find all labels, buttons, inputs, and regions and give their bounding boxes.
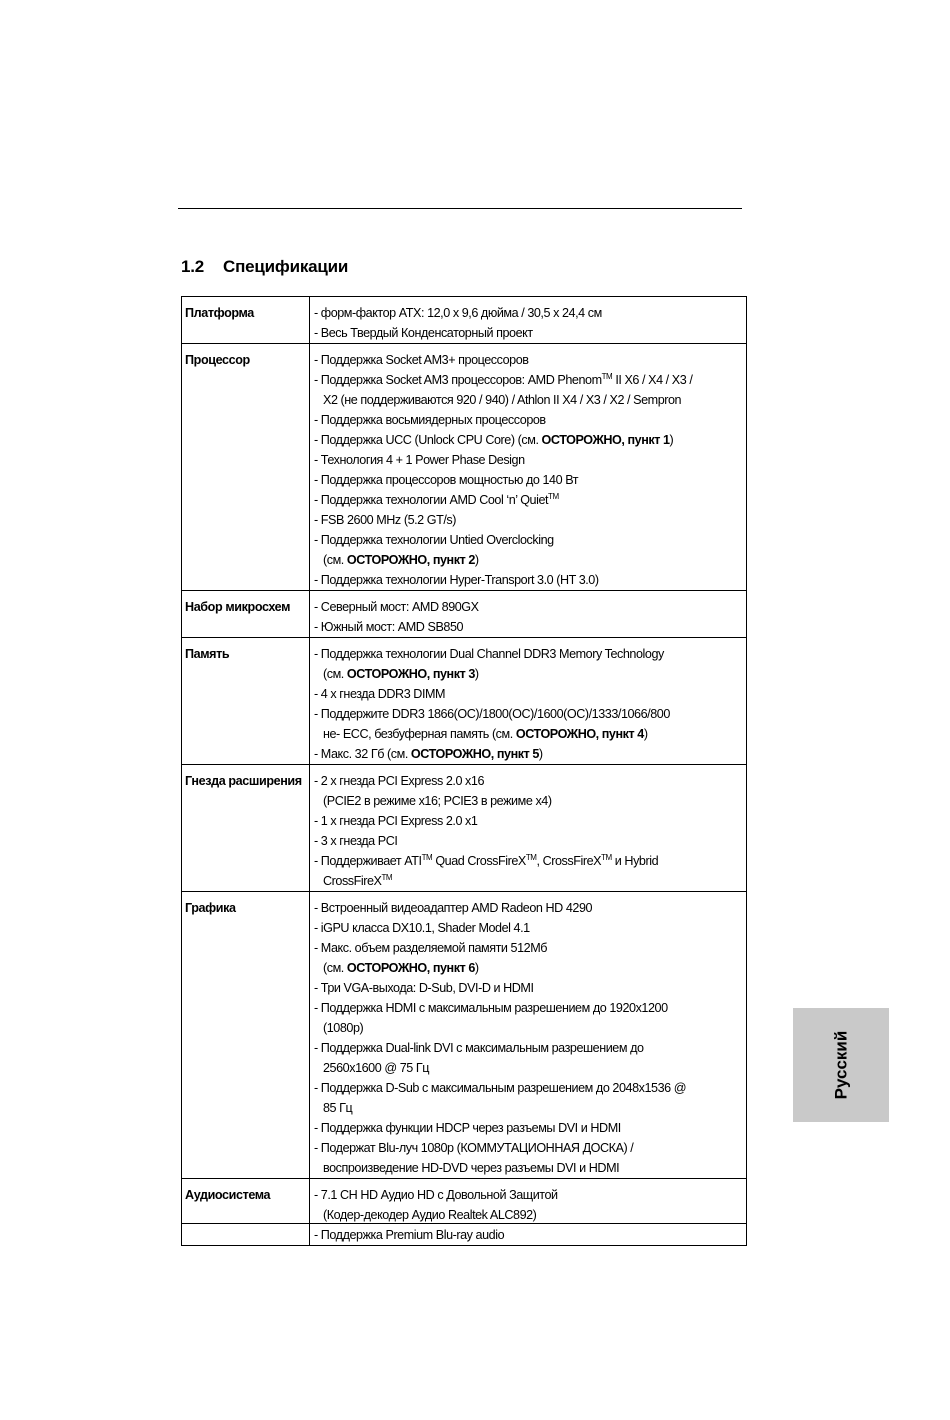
spec-line-text: - Макс. объем разделяемой памяти 512Мб <box>314 941 547 955</box>
spec-line <box>314 744 746 764</box>
spec-line <box>314 470 746 490</box>
spec-line-text: (см. <box>323 961 347 975</box>
spec-line <box>314 1205 746 1225</box>
spec-line-after: ) <box>669 433 674 447</box>
spec-line-bold: ОСТОРОЖНО, пункт 3 <box>346 667 475 681</box>
spec-items <box>310 344 747 591</box>
spec-line <box>314 851 746 871</box>
spec-line-text: - 1 x гнезда PCI Express 2.0 x1 <box>314 814 478 828</box>
spec-line-text: - Макс. 32 Гб (см. <box>314 747 411 761</box>
spec-line <box>314 998 746 1018</box>
spec-line-text: (см. <box>323 553 347 567</box>
spec-line <box>314 938 746 958</box>
spec-line <box>314 978 746 998</box>
spec-items <box>310 591 747 638</box>
spec-line <box>314 490 746 510</box>
spec-line-text: - Поддержка функции HDCP через разъемы DVI и HDMI <box>314 1121 621 1135</box>
spec-label: Аудиосистема <box>182 1179 310 1246</box>
spec-line-text: (PCIE2 в режиме x16; PCIE3 в режиме x4) <box>323 794 552 808</box>
spec-line <box>314 724 746 744</box>
spec-line <box>314 597 746 617</box>
spec-line-text: - Три VGA-выхода: D-Sub, DVI-D и HDMI <box>314 981 534 995</box>
spec-line <box>314 1018 746 1038</box>
spec-line <box>314 1225 746 1245</box>
spec-line <box>314 1158 746 1178</box>
spec-line-sup: TM <box>421 852 433 862</box>
spec-line-text: (Кодер-декодер Аудио Realtek ALC892) <box>323 1208 537 1222</box>
spec-line-text: 85 Гц <box>323 1101 353 1115</box>
spec-line-text: - 2 x гнезда PCI Express 2.0 x16 <box>314 774 485 788</box>
spec-line-text: - 7.1 CH HD Аудио HD с Довольной Защитой <box>314 1188 558 1202</box>
spec-line <box>314 1038 746 1058</box>
spec-line-sup: TM <box>548 491 559 501</box>
section-title <box>181 257 348 277</box>
spec-line-text: - Поддержка технологии Hyper-Transport 3.0 (HT 3.0) <box>314 573 599 587</box>
spec-line-sup: TM <box>381 872 393 882</box>
spec-line-text: - Поддержка технологии Untied Overclocking <box>314 533 554 547</box>
spec-items <box>310 892 747 1179</box>
spec-line-text: - форм-фактор ATX: 12,0 x 9,6 дюйма / 30,5 x 24,4 см <box>314 306 602 320</box>
spec-line-sup3: TM <box>601 852 612 862</box>
spec-items <box>310 765 747 892</box>
spec-line-text: - Поддержка D-Sub с максимальным разрешением до 2048x1536 @ <box>314 1081 687 1095</box>
spec-line-after2: , CrossFireX <box>536 854 602 868</box>
spec-line <box>314 811 746 831</box>
spec-line-text: - Поддержка Socket AM3 процессоров: AMD Phenom <box>314 373 602 387</box>
spec-line <box>314 791 746 811</box>
spec-line-text: - Южный мост: AMD SB850 <box>314 620 464 634</box>
spec-line <box>314 1058 746 1078</box>
spec-line-after: ) <box>474 667 479 681</box>
spec-line-text: (1080p) <box>323 1021 364 1035</box>
spec-line <box>314 550 746 570</box>
spec-row <box>182 297 747 344</box>
footer-rule <box>181 1223 747 1224</box>
spec-line-text: - Поддержка HDMI с максимальным разрешением до 1920x1200 <box>314 1001 668 1015</box>
spec-row <box>182 638 747 765</box>
spec-line-text: - FSB 2600 MHz (5.2 GT/s) <box>314 513 457 527</box>
spec-line-text: - iGPU класса DX10.1, Shader Model 4.1 <box>314 921 530 935</box>
spec-line <box>314 430 746 450</box>
spec-line <box>314 704 746 724</box>
spec-line-text: - Встроенный видеоадаптер AMD Radeon HD 4290 <box>314 901 593 915</box>
spec-line-text: - 3 x гнезда PCI <box>314 834 398 848</box>
spec-line-text: - Поддержка Premium Blu-ray audio <box>314 1228 505 1242</box>
spec-line-text: - Подержат Blu-луч 1080p (КОММУТАЦИОННАЯ ДОСКА) / <box>314 1141 634 1155</box>
spec-label: Платформа <box>182 297 310 344</box>
spec-line-text: X2 (не поддерживаются 920 / 940) / Athlon II X4 / X3 / X2 / Sempron <box>323 393 682 407</box>
section-number: 1.2 <box>181 257 205 276</box>
spec-row <box>182 1179 747 1246</box>
spec-line <box>314 918 746 938</box>
spec-line-text: - Поддержка UCC (Unlock CPU Core) (см. <box>314 433 542 447</box>
spec-line <box>314 644 746 664</box>
spec-line <box>314 323 746 343</box>
spec-line-after: ) <box>474 553 479 567</box>
spec-line <box>314 350 746 370</box>
spec-line <box>314 664 746 684</box>
spec-line-text: - Технология 4 + 1 Power Phase Design <box>314 453 525 467</box>
spec-line-after: ) <box>474 961 479 975</box>
spec-line-text: CrossFireX <box>323 874 382 888</box>
spec-line-text: - Поддержите DDR3 1866(OC)/1800(OC)/1600(OC)/1333/1066/800 <box>314 707 670 721</box>
spec-line <box>314 530 746 550</box>
spec-line-text: - Весь Твердый Конденсаторный проект <box>314 326 533 340</box>
spec-line-text: - Северный мост: AMD 890GX <box>314 600 479 614</box>
spec-line <box>314 771 746 791</box>
spec-row <box>182 892 747 1179</box>
spec-line <box>314 958 746 978</box>
spec-line-text: - Поддержка Dual-link DVI с максимальным разрешением до <box>314 1041 644 1055</box>
spec-label: Память <box>182 638 310 765</box>
spec-line <box>314 1118 746 1138</box>
spec-line-bold: ОСТОРОЖНО, пункт 6 <box>346 961 475 975</box>
spec-items <box>310 1179 747 1246</box>
spec-line-sup: TM <box>601 371 613 381</box>
spec-line <box>314 390 746 410</box>
spec-line-text: - Поддержка восьмиядерных процессоров <box>314 413 546 427</box>
header-rule <box>178 208 742 209</box>
spec-line <box>314 450 746 470</box>
spec-line-text: - 4 x гнезда DDR3 DIMM <box>314 687 446 701</box>
spec-line <box>314 1185 746 1205</box>
spec-line-bold: ОСТОРОЖНО, пункт 4 <box>515 727 644 741</box>
spec-label: Набор микросхем <box>182 591 310 638</box>
spec-line <box>314 510 746 530</box>
spec-line-after3: и Hybrid <box>611 854 659 868</box>
spec-line <box>314 831 746 851</box>
spec-line <box>314 871 746 891</box>
spec-line-text: (см. <box>323 667 347 681</box>
spec-line-after: Quad CrossFireX <box>432 854 526 868</box>
spec-line <box>314 1078 746 1098</box>
spec-line <box>314 303 746 323</box>
spec-line-after: ) <box>643 727 648 741</box>
language-tab <box>793 1008 889 1122</box>
spec-line-bold: ОСТОРОЖНО, пункт 2 <box>346 553 475 567</box>
spec-line-text: - Поддержка процессоров мощностью до 140 Вт <box>314 473 579 487</box>
spec-items <box>310 297 747 344</box>
language-tab-label: Русский <box>830 1030 850 1100</box>
spec-line <box>314 684 746 704</box>
spec-line-text: - Поддерживает ATI <box>314 854 422 868</box>
spec-label: Процессор <box>182 344 310 591</box>
spec-line-bold: ОСТОРОЖНО, пункт 5 <box>410 747 539 761</box>
spec-line-after: ) <box>538 747 543 761</box>
spec-line-text: - Поддержка технологии AMD Cool ‘n’ Quiet <box>314 493 549 507</box>
spec-line-bold: ОСТОРОЖНО, пункт 1 <box>541 433 670 447</box>
spec-line-text: не- ECC, безбуферная память (см. <box>323 727 516 741</box>
spec-items <box>310 638 747 765</box>
spec-line <box>314 370 746 390</box>
spec-line-text: воспроизведение HD-DVD через разъемы DVI и HDMI <box>323 1161 620 1175</box>
spec-line <box>314 410 746 430</box>
spec-line-text: - Поддержка Socket AM3+ процессоров <box>314 353 529 367</box>
spec-line <box>314 1138 746 1158</box>
spec-label: Графика <box>182 892 310 1179</box>
spec-line <box>314 570 746 590</box>
spec-line-text: - Поддержка технологии Dual Channel DDR3 Memory Technology <box>314 647 664 661</box>
spec-line-sup2: TM <box>525 852 537 862</box>
spec-label: Гнезда расширения <box>182 765 310 892</box>
spec-row <box>182 591 747 638</box>
spec-row <box>182 765 747 892</box>
spec-line <box>314 617 746 637</box>
section-title-text: Спецификации <box>223 257 349 276</box>
spec-row <box>182 344 747 591</box>
spec-line-after: II X6 / X4 / X3 / <box>612 373 693 387</box>
spec-line <box>314 1098 746 1118</box>
spec-line-text: 2560x1600 @ 75 Гц <box>323 1061 430 1075</box>
spec-line <box>314 898 746 918</box>
spec-table <box>181 296 747 1246</box>
